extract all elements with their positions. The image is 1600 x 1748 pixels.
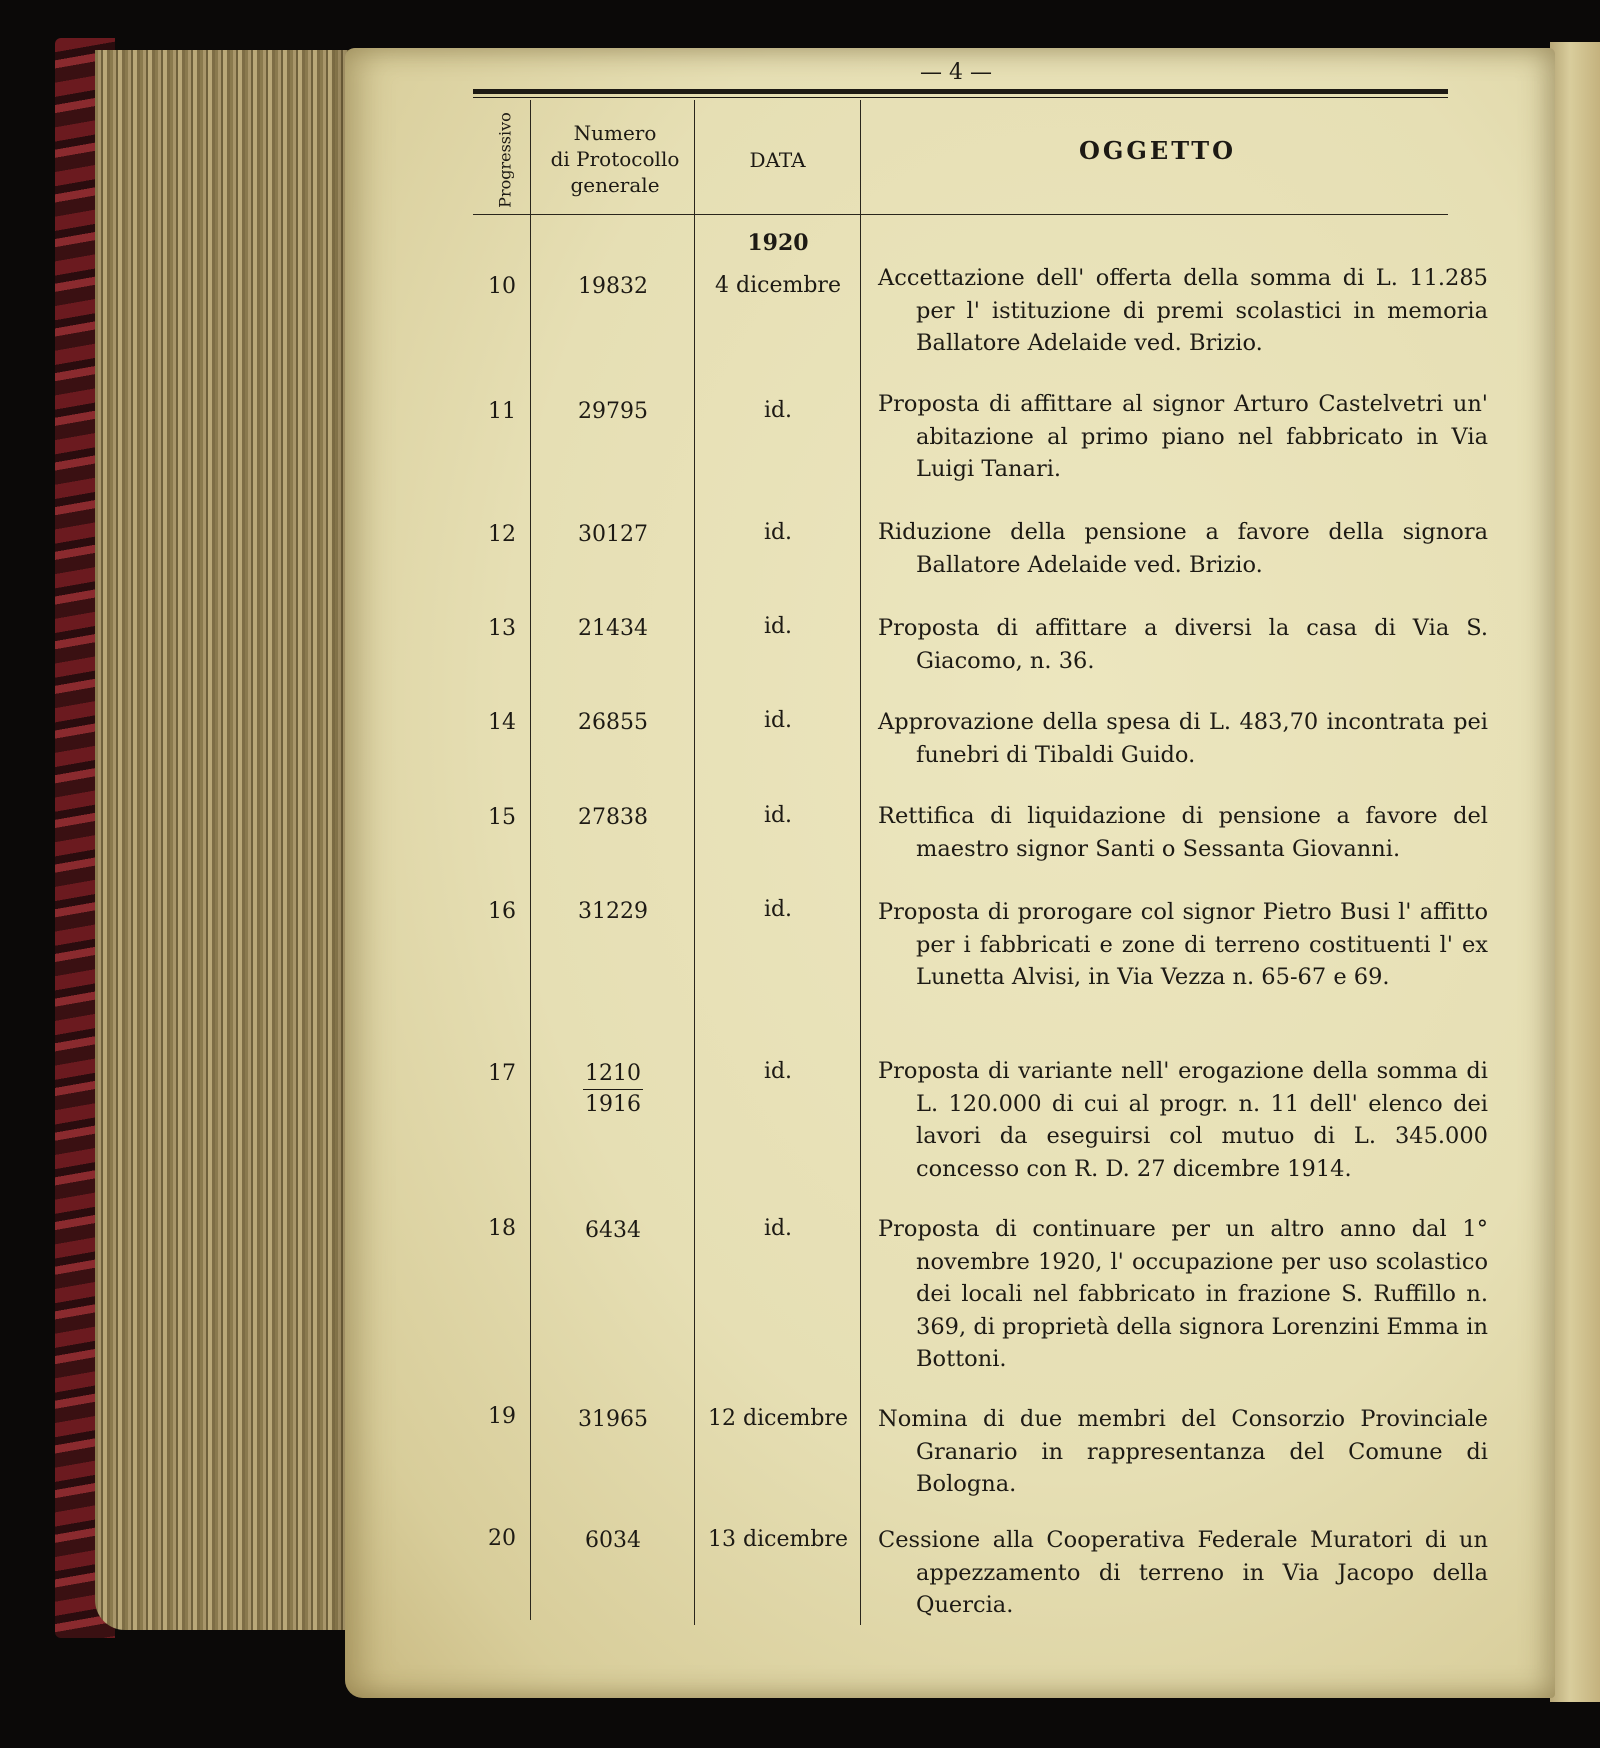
row-progressivo: 14: [488, 710, 516, 735]
column-divider: [860, 100, 861, 1625]
row-progressivo: 11: [488, 399, 516, 424]
row-oggetto: Nomina di due membri del Consorzio Provinciale Granario in rappresentanza del Comune di Bologna.: [878, 1406, 1488, 1497]
row-data: id.: [763, 708, 793, 733]
row-protocollo: 29795: [578, 399, 648, 424]
row-oggetto: Rettifica di liquidazione di pensione a favore del maestro signor Santi o Sessanta Giovanni.: [878, 803, 1488, 862]
row-protocollo: 31965: [578, 1407, 648, 1432]
year-label: 1920: [747, 230, 809, 256]
row-data: id.: [763, 398, 793, 423]
row-protocollo-fraction: [553, 1059, 673, 1120]
row-data: 13 dicembre: [708, 1527, 848, 1552]
row-progressivo: 19: [488, 1404, 516, 1429]
row-protocollo: 31229: [578, 899, 648, 924]
row-oggetto: Accettazione dell' offerta della somma di L. 11.285 per l' istituzione di premi scolastici in memoria Ballatore Adelaide ved. Brizio.: [878, 265, 1488, 356]
row-progressivo: 10: [488, 274, 516, 299]
row-oggetto: Proposta di continuare per un altro anno dal 1° novembre 1920, l' occupazione per uso scolastico dei locali nel fabbricato in frazione S. Ruffillo n. 369, di proprietà della signora Lorenzini Emma in Bottoni.: [878, 1216, 1488, 1372]
column-divider: [530, 100, 531, 1620]
row-oggetto: Proposta di prorogare col signor Pietro Busi l' affitto per i fabbricati e zone di terreno costituenti l' ex Lunetta Alvisi, in Via Vezza n. 65-67 e 69.: [878, 899, 1488, 990]
row-oggetto: Riduzione della pensione a favore della signora Ballatore Adelaide ved. Brizio.: [878, 519, 1488, 578]
row-oggetto: Proposta di affittare al signor Arturo Castelvetri un' abitazione al primo piano nel fabbricato in Via Luigi Tanari.: [878, 391, 1488, 482]
top-rule: [473, 89, 1448, 94]
protocollo-numerator: 1210: [583, 1059, 643, 1090]
row-data: id.: [763, 897, 793, 922]
row-data: 12 dicembre: [708, 1406, 848, 1431]
row-protocollo: 27838: [578, 805, 648, 830]
header-oggetto: OGGETTO: [1079, 136, 1236, 165]
row-oggetto: Cessione alla Cooperativa Federale Muratori di un appezzamento di terreno in Via Jacopo della Quercia.: [878, 1527, 1488, 1618]
row-protocollo: 19832: [578, 274, 648, 299]
row-protocollo: 6434: [585, 1218, 641, 1243]
row-protocollo: 6034: [585, 1528, 641, 1553]
row-data: id.: [763, 614, 793, 639]
row-progressivo: 17: [488, 1061, 516, 1086]
row-protocollo: 26855: [578, 710, 648, 735]
row-progressivo: 18: [488, 1216, 516, 1241]
row-data: id.: [763, 1216, 793, 1241]
row-data: 4 dicembre: [715, 273, 841, 298]
header-progressivo: Progressivo: [495, 112, 515, 208]
protocollo-denominator: 1916: [585, 1092, 641, 1117]
row-protocollo: 30127: [578, 522, 648, 547]
header-protocollo: Numero di Protocollo generale: [550, 121, 680, 197]
row-progressivo: 12: [488, 522, 516, 547]
row-protocollo: 21434: [578, 616, 648, 641]
header-rule: [473, 214, 1448, 215]
header-data: DATA: [749, 148, 806, 172]
row-data: id.: [763, 803, 793, 828]
column-divider: [694, 100, 695, 1625]
top-rule-thin: [473, 97, 1448, 98]
page-number: — 4 —: [920, 60, 992, 85]
row-progressivo: 15: [488, 805, 516, 830]
row-progressivo: 13: [488, 616, 516, 641]
row-data: id.: [763, 520, 793, 545]
row-progressivo: 16: [488, 899, 516, 924]
next-page-edge: [1550, 42, 1600, 1702]
row-progressivo: 20: [488, 1526, 516, 1551]
row-oggetto: Approvazione della spesa di L. 483,70 incontrata pei funebri di Tibaldi Guido.: [878, 709, 1488, 768]
page-edges: [95, 50, 350, 1630]
row-data: id.: [763, 1059, 793, 1084]
row-oggetto: Proposta di affittare a diversi la casa di Via S. Giacomo, n. 36.: [878, 615, 1488, 674]
row-oggetto: Proposta di variante nell' erogazione della somma di L. 120.000 di cui al progr. n. 11 dell' elenco dei lavori da eseguirsi col mutuo di L. 345.000 concesso con R. D. 27 dicembre 1914.: [878, 1058, 1488, 1182]
